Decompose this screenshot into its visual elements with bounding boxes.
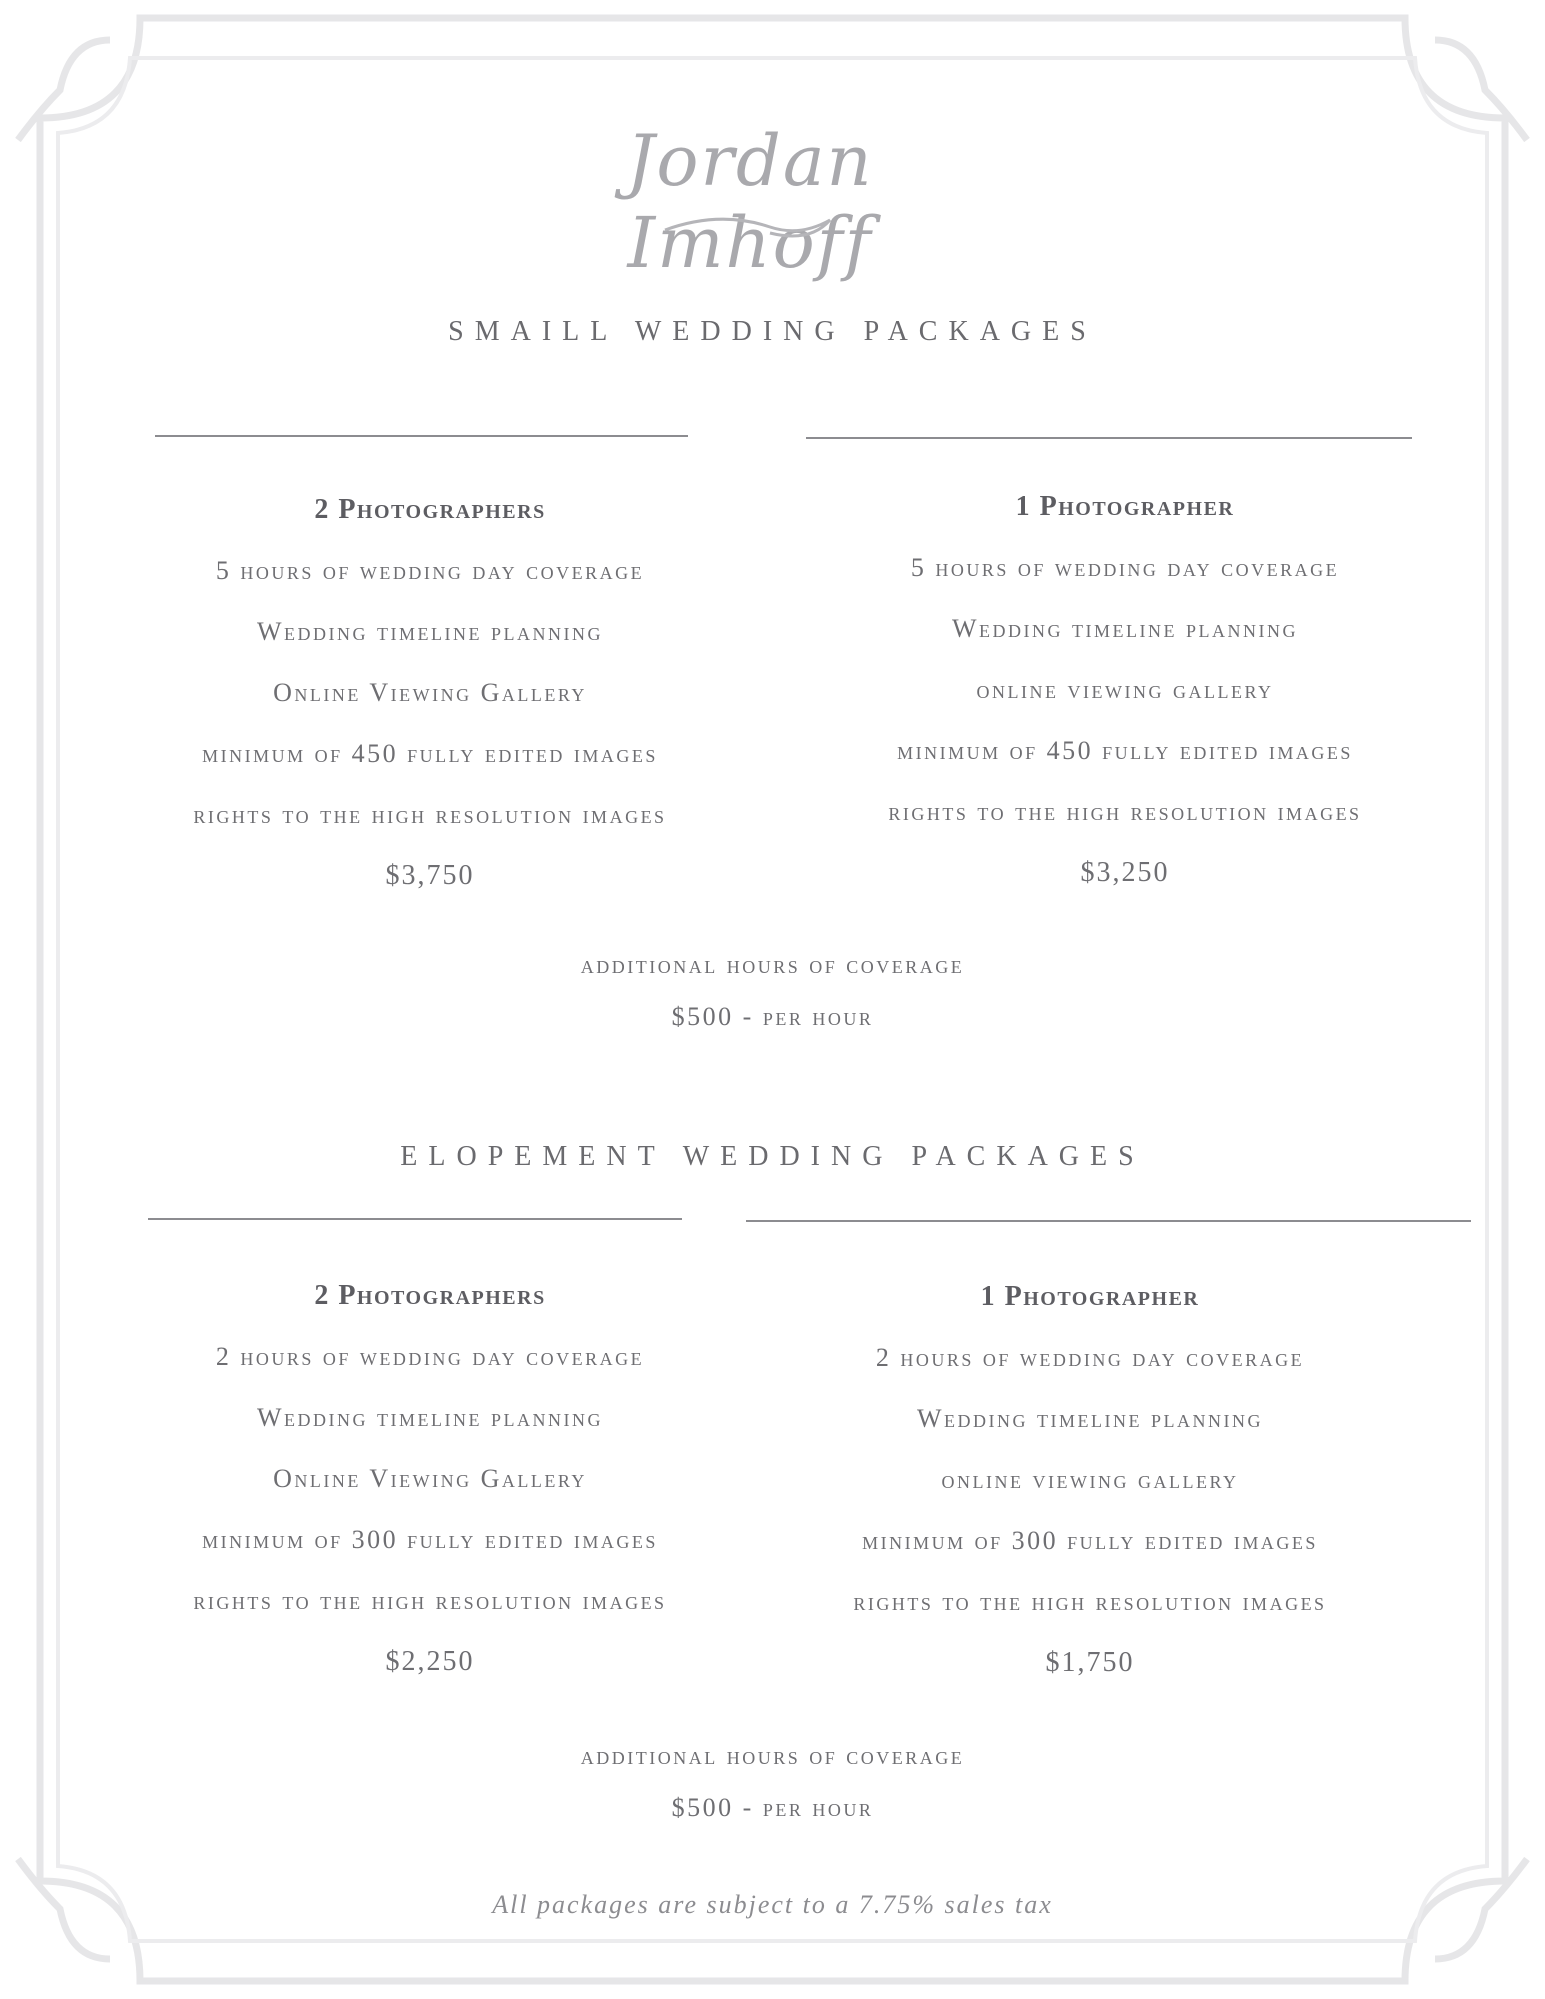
elopement-package-1-photographer <box>780 1267 1400 1693</box>
package-feature: rights to the high resolution images <box>193 1586 667 1615</box>
package-feature: rights to the high resolution images <box>853 1587 1327 1616</box>
package-feature: Wedding timeline planning <box>257 617 603 646</box>
additional-hours-price: $500 - per hour <box>671 1002 874 1031</box>
small-package-2-photographers <box>130 480 730 906</box>
elopement-packages-title: ELOPEMENT WEDDING PACKAGES <box>400 1141 1145 1172</box>
package-feature: minimum of 300 fully edited images <box>202 1525 658 1554</box>
divider-rule <box>746 1220 1471 1222</box>
package-price: $2,250 <box>385 1646 475 1677</box>
package-price: $1,750 <box>1045 1647 1135 1678</box>
sales-tax-footnote: All packages are subject to a 7.75% sales tax <box>492 1890 1053 1919</box>
package-price: $3,250 <box>1080 857 1170 888</box>
divider-rule <box>155 435 688 437</box>
package-feature: Online Viewing Gallery <box>273 1464 587 1493</box>
divider-rule <box>148 1218 682 1220</box>
package-feature: 5 hours of wedding day coverage <box>910 553 1340 582</box>
package-feature: 2 hours of wedding day coverage <box>875 1343 1305 1372</box>
additional-hours-label: additional hours of coverage <box>580 950 965 979</box>
package-feature: 2 hours of wedding day coverage <box>215 1342 645 1371</box>
elopement-package-2-photographers <box>130 1266 730 1692</box>
additional-hours-price: $500 - per hour <box>671 1793 874 1822</box>
package-title: 1 Photographer <box>980 1281 1200 1312</box>
package-title: 1 Photographer <box>1015 491 1235 522</box>
package-feature: rights to the high resolution images <box>888 797 1362 826</box>
flourish-icon <box>660 205 840 245</box>
package-feature: online viewing gallery <box>976 675 1274 704</box>
package-feature: Wedding timeline planning <box>257 1403 603 1432</box>
logo-signature: Jordan Imhoff <box>626 120 874 284</box>
additional-hours-label: additional hours of coverage <box>580 1741 965 1770</box>
small-packages-title: SMAILL WEDDING PACKAGES <box>448 316 1097 347</box>
package-feature: Online Viewing Gallery <box>273 678 587 707</box>
package-feature: minimum of 450 fully edited images <box>202 739 658 768</box>
package-feature: online viewing gallery <box>941 1465 1239 1494</box>
package-feature: minimum of 300 fully edited images <box>862 1526 1318 1555</box>
logo <box>500 110 1000 284</box>
divider-rule <box>806 437 1412 439</box>
package-feature: rights to the high resolution images <box>193 800 667 829</box>
package-feature: Wedding timeline planning <box>952 614 1298 643</box>
package-title: 2 Photographers <box>314 1280 546 1311</box>
small-package-1-photographer <box>810 477 1440 903</box>
package-feature: Wedding timeline planning <box>917 1404 1263 1433</box>
package-feature: 5 hours of wedding day coverage <box>215 556 645 585</box>
package-feature: minimum of 450 fully edited images <box>897 736 1353 765</box>
package-title: 2 Photographers <box>314 494 546 525</box>
package-price: $3,750 <box>385 860 475 891</box>
